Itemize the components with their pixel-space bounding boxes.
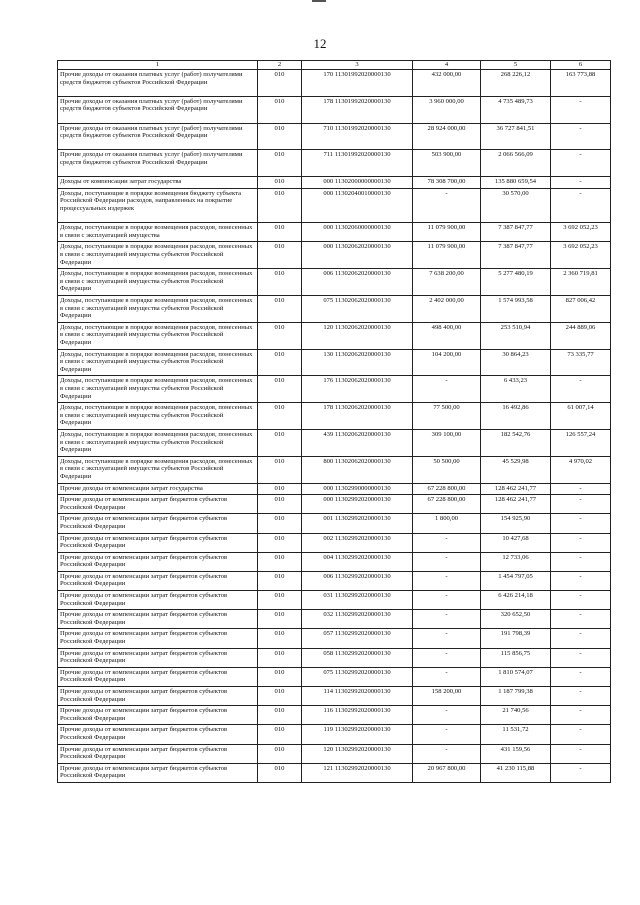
column-header: 5 [481,61,551,70]
row-budget-code: 119 11302992020000130 [302,725,413,744]
row-unexecuted-amount: - [551,571,611,590]
row-executed-amount: 16 492,86 [481,403,551,430]
row-name: Доходы, поступающие в порядке возмещения расходов, понесенных в связи с эксплуатацией имущества субъектов Российской Федерации [58,322,258,349]
table-row [58,667,611,686]
row-budget-code: 006 11302062020000130 [302,269,413,296]
row-executed-amount: 253 510,94 [481,322,551,349]
row-unexecuted-amount: - [551,552,611,571]
row-approved-amount: 77 500,00 [413,403,481,430]
row-line-code: 010 [258,744,302,763]
column-header: 6 [551,61,611,70]
row-budget-code: 178 11301992020000130 [302,96,413,123]
row-unexecuted-amount: 61 007,14 [551,403,611,430]
row-executed-amount: 1 810 574,07 [481,667,551,686]
column-header: 2 [258,61,302,70]
row-approved-amount: 503 900,00 [413,150,481,177]
row-name: Прочие доходы от компенсации затрат государства [58,483,258,495]
row-name: Доходы, поступающие в порядке возмещения расходов, понесенных в связи с эксплуатацией имущества субъектов Российской Федерации [58,269,258,296]
row-unexecuted-amount: 244 889,06 [551,322,611,349]
row-approved-amount: 78 308 700,00 [413,177,481,189]
row-name: Доходы, поступающие в порядке возмещения расходов, понесенных в связи с эксплуатацией имущества субъектов Российской Федерации [58,242,258,269]
row-line-code: 010 [258,322,302,349]
row-approved-amount: 498 400,00 [413,322,481,349]
row-name: Прочие доходы от компенсации затрат бюджетов субъектов Российской Федерации [58,514,258,533]
table-row [58,763,611,782]
table-row [58,687,611,706]
row-name: Прочие доходы от оказания платных услуг (работ) получателями средств бюджетов субъектов Российской Федерации [58,123,258,150]
row-unexecuted-amount: 73 335,77 [551,349,611,376]
row-executed-amount: 11 531,72 [481,725,551,744]
table-row [58,96,611,123]
table-row [58,483,611,495]
row-unexecuted-amount: - [551,763,611,782]
row-approved-amount: 67 228 800,00 [413,483,481,495]
row-approved-amount: 20 967 800,00 [413,763,481,782]
row-budget-code: 116 11302992020000130 [302,706,413,725]
row-executed-amount: 12 733,06 [481,552,551,571]
row-unexecuted-amount: - [551,591,611,610]
row-unexecuted-amount: - [551,706,611,725]
table-row [58,533,611,552]
row-line-code: 010 [258,269,302,296]
row-name: Доходы, поступающие в порядке возмещения расходов, понесенных в связи с эксплуатацией имущества [58,223,258,242]
row-executed-amount: 320 652,50 [481,610,551,629]
table-row [58,514,611,533]
row-name: Прочие доходы от компенсации затрат бюджетов субъектов Российской Федерации [58,591,258,610]
row-executed-amount: 45 529,98 [481,456,551,483]
row-line-code: 010 [258,150,302,177]
row-executed-amount: 5 277 480,19 [481,269,551,296]
row-line-code: 010 [258,123,302,150]
row-unexecuted-amount: 2 360 719,81 [551,269,611,296]
row-name: Прочие доходы от компенсации затрат бюджетов субъектов Российской Федерации [58,629,258,648]
row-executed-amount: 30 864,23 [481,349,551,376]
row-unexecuted-amount: - [551,376,611,403]
row-name: Доходы, поступающие в порядке возмещения расходов, понесенных в связи с эксплуатацией имущества субъектов Российской Федерации [58,429,258,456]
row-executed-amount: 128 462 241,77 [481,483,551,495]
table-row [58,725,611,744]
row-budget-code: 075 11302062020000130 [302,295,413,322]
row-unexecuted-amount: 126 557,24 [551,429,611,456]
table-row [58,552,611,571]
row-budget-code: 711 11301992020000130 [302,150,413,177]
row-executed-amount: 431 159,56 [481,744,551,763]
row-approved-amount: 3 960 000,00 [413,96,481,123]
row-approved-amount: - [413,610,481,629]
row-name: Прочие доходы от компенсации затрат бюджетов субъектов Российской Федерации [58,533,258,552]
revenue-table [57,60,611,783]
row-executed-amount: 7 387 847,77 [481,242,551,269]
row-name: Доходы, поступающие в порядке возмещения бюджету субъекта Российской Федерации расходов, направленных на покрытие процессуальных издержек [58,188,258,222]
row-line-code: 010 [258,429,302,456]
row-budget-code: 001 11302992020000130 [302,514,413,533]
row-executed-amount: 2 066 566,09 [481,150,551,177]
table-row [58,295,611,322]
row-approved-amount: 158 200,00 [413,687,481,706]
row-line-code: 010 [258,629,302,648]
row-name: Прочие доходы от компенсации затрат бюджетов субъектов Российской Федерации [58,571,258,590]
row-approved-amount: 7 638 200,00 [413,269,481,296]
row-budget-code: 121 11302992020000130 [302,763,413,782]
row-unexecuted-amount: - [551,150,611,177]
row-line-code: 010 [258,495,302,514]
row-executed-amount: 10 427,68 [481,533,551,552]
row-unexecuted-amount: 3 692 052,23 [551,242,611,269]
table-row [58,376,611,403]
row-unexecuted-amount: - [551,123,611,150]
row-executed-amount: 191 798,39 [481,629,551,648]
row-budget-code: 000 11302062020000130 [302,242,413,269]
row-budget-code: 178 11302062020000130 [302,403,413,430]
row-approved-amount: - [413,571,481,590]
row-executed-amount: 1 574 993,58 [481,295,551,322]
row-unexecuted-amount: - [551,687,611,706]
row-executed-amount: 1 187 799,38 [481,687,551,706]
row-executed-amount: 6 433,23 [481,376,551,403]
row-budget-code: 032 11302992020000130 [302,610,413,629]
row-budget-code: 058 11302992020000130 [302,648,413,667]
row-approved-amount: 104 200,00 [413,349,481,376]
row-line-code: 010 [258,403,302,430]
row-executed-amount: 41 230 115,88 [481,763,551,782]
row-line-code: 010 [258,456,302,483]
table-row [58,403,611,430]
row-line-code: 010 [258,725,302,744]
row-approved-amount: - [413,648,481,667]
row-executed-amount: 6 426 214,18 [481,591,551,610]
row-budget-code: 004 11302992020000130 [302,552,413,571]
table-row [58,456,611,483]
column-header: 1 [58,61,258,70]
row-line-code: 010 [258,571,302,590]
row-approved-amount: - [413,725,481,744]
table-row [58,269,611,296]
row-line-code: 010 [258,533,302,552]
row-approved-amount: - [413,591,481,610]
row-approved-amount: - [413,376,481,403]
row-approved-amount: 11 079 900,00 [413,223,481,242]
row-executed-amount: 1 454 797,05 [481,571,551,590]
row-line-code: 010 [258,295,302,322]
row-unexecuted-amount: 4 970,02 [551,456,611,483]
table-row [58,188,611,222]
row-budget-code: 075 11302992020000130 [302,667,413,686]
row-approved-amount: - [413,188,481,222]
row-name: Прочие доходы от оказания платных услуг (работ) получателями средств бюджетов субъектов Российской Федерации [58,70,258,97]
row-budget-code: 114 11302992020000130 [302,687,413,706]
row-line-code: 010 [258,706,302,725]
row-unexecuted-amount: - [551,495,611,514]
table-row [58,242,611,269]
row-name: Прочие доходы от компенсации затрат бюджетов субъектов Российской Федерации [58,552,258,571]
row-unexecuted-amount: - [551,177,611,189]
row-line-code: 010 [258,242,302,269]
row-line-code: 010 [258,667,302,686]
row-executed-amount: 36 727 841,51 [481,123,551,150]
table-row [58,223,611,242]
row-line-code: 010 [258,610,302,629]
row-unexecuted-amount: 827 006,42 [551,295,611,322]
row-unexecuted-amount: - [551,629,611,648]
table-row [58,429,611,456]
row-approved-amount: - [413,629,481,648]
table-row [58,610,611,629]
row-approved-amount: 67 228 800,00 [413,495,481,514]
row-approved-amount: 1 800,00 [413,514,481,533]
row-budget-code: 006 11302992020000130 [302,571,413,590]
row-approved-amount: 309 100,00 [413,429,481,456]
table-row [58,648,611,667]
row-executed-amount: 21 740,56 [481,706,551,725]
row-budget-code: 130 11302062020000130 [302,349,413,376]
row-name: Прочие доходы от компенсации затрат бюджетов субъектов Российской Федерации [58,763,258,782]
row-name: Прочие доходы от компенсации затрат бюджетов субъектов Российской Федерации [58,687,258,706]
row-line-code: 010 [258,763,302,782]
row-unexecuted-amount: - [551,725,611,744]
row-executed-amount: 4 735 489,73 [481,96,551,123]
row-unexecuted-amount: - [551,483,611,495]
row-budget-code: 031 11302992020000130 [302,591,413,610]
row-approved-amount: - [413,667,481,686]
row-budget-code: 800 11302062020000130 [302,456,413,483]
row-name: Доходы от компенсации затрат государства [58,177,258,189]
row-budget-code: 439 11302062020000130 [302,429,413,456]
row-line-code: 010 [258,349,302,376]
row-approved-amount: - [413,533,481,552]
row-line-code: 010 [258,591,302,610]
row-executed-amount: 268 226,12 [481,70,551,97]
row-line-code: 010 [258,376,302,403]
row-unexecuted-amount: - [551,667,611,686]
table-row [58,70,611,97]
row-budget-code: 000 11302000000000130 [302,177,413,189]
row-unexecuted-amount: 163 773,88 [551,70,611,97]
row-budget-code: 000 11302040010000130 [302,188,413,222]
table-row [58,150,611,177]
table-row [58,322,611,349]
row-line-code: 010 [258,223,302,242]
row-budget-code: 000 11302060000000130 [302,223,413,242]
table-row [58,744,611,763]
row-line-code: 010 [258,188,302,222]
row-name: Прочие доходы от оказания платных услуг (работ) получателями средств бюджетов субъектов Российской Федерации [58,96,258,123]
page-number: 12 [313,36,327,51]
row-budget-code: 120 11302992020000130 [302,744,413,763]
row-line-code: 010 [258,177,302,189]
row-approved-amount: - [413,706,481,725]
row-unexecuted-amount: - [551,188,611,222]
table-row [58,495,611,514]
row-name: Прочие доходы от компенсации затрат бюджетов субъектов Российской Федерации [58,648,258,667]
column-header: 3 [302,61,413,70]
row-approved-amount: 2 402 000,00 [413,295,481,322]
row-approved-amount: 11 079 900,00 [413,242,481,269]
row-unexecuted-amount: - [551,648,611,667]
row-name: Доходы, поступающие в порядке возмещения расходов, понесенных в связи с эксплуатацией имущества субъектов Российской Федерации [58,403,258,430]
row-unexecuted-amount: - [551,533,611,552]
row-line-code: 010 [258,552,302,571]
table-row [58,591,611,610]
row-name: Прочие доходы от компенсации затрат бюджетов субъектов Российской Федерации [58,744,258,763]
row-name: Доходы, поступающие в порядке возмещения расходов, понесенных в связи с эксплуатацией имущества субъектов Российской Федерации [58,295,258,322]
table-row [58,123,611,150]
row-budget-code: 000 11302992020000130 [302,495,413,514]
row-approved-amount: 432 000,00 [413,70,481,97]
row-line-code: 010 [258,70,302,97]
row-name: Доходы, поступающие в порядке возмещения расходов, понесенных в связи с эксплуатацией имущества субъектов Российской Федерации [58,456,258,483]
table-header-row [58,61,611,70]
row-approved-amount: - [413,552,481,571]
row-approved-amount: 50 500,00 [413,456,481,483]
row-line-code: 010 [258,514,302,533]
row-approved-amount: 28 924 000,00 [413,123,481,150]
row-unexecuted-amount: - [551,514,611,533]
row-executed-amount: 30 570,00 [481,188,551,222]
row-name: Прочие доходы от компенсации затрат бюджетов субъектов Российской Федерации [58,610,258,629]
row-unexecuted-amount: - [551,744,611,763]
row-name: Прочие доходы от компенсации затрат бюджетов субъектов Российской Федерации [58,495,258,514]
row-budget-code: 002 11302992020000130 [302,533,413,552]
row-name: Прочие доходы от компенсации затрат бюджетов субъектов Российской Федерации [58,725,258,744]
row-budget-code: 057 11302992020000130 [302,629,413,648]
row-executed-amount: 154 925,90 [481,514,551,533]
row-line-code: 010 [258,648,302,667]
row-executed-amount: 115 856,75 [481,648,551,667]
table-row [58,177,611,189]
row-budget-code: 170 11301992020000130 [302,70,413,97]
row-name: Доходы, поступающие в порядке возмещения расходов, понесенных в связи с эксплуатацией имущества субъектов Российской Федерации [58,349,258,376]
table-row [58,349,611,376]
row-unexecuted-amount: - [551,610,611,629]
row-budget-code: 710 11301992020000130 [302,123,413,150]
row-unexecuted-amount: 3 692 052,23 [551,223,611,242]
scan-mark [312,0,326,2]
row-budget-code: 000 11302990000000130 [302,483,413,495]
row-line-code: 010 [258,483,302,495]
row-executed-amount: 135 880 659,54 [481,177,551,189]
table-row [58,706,611,725]
row-executed-amount: 182 542,76 [481,429,551,456]
row-line-code: 010 [258,687,302,706]
table-row [58,629,611,648]
row-budget-code: 176 11302062020000130 [302,376,413,403]
row-name: Прочие доходы от оказания платных услуг (работ) получателями средств бюджетов субъектов Российской Федерации [58,150,258,177]
row-executed-amount: 128 462 241,77 [481,495,551,514]
row-name: Прочие доходы от компенсации затрат бюджетов субъектов Российской Федерации [58,706,258,725]
table-row [58,571,611,590]
row-executed-amount: 7 387 847,77 [481,223,551,242]
row-line-code: 010 [258,96,302,123]
column-header: 4 [413,61,481,70]
row-approved-amount: - [413,744,481,763]
row-budget-code: 120 11302062020000130 [302,322,413,349]
row-name: Доходы, поступающие в порядке возмещения расходов, понесенных в связи с эксплуатацией имущества субъектов Российской Федерации [58,376,258,403]
row-name: Прочие доходы от компенсации затрат бюджетов субъектов Российской Федерации [58,667,258,686]
row-unexecuted-amount: - [551,96,611,123]
